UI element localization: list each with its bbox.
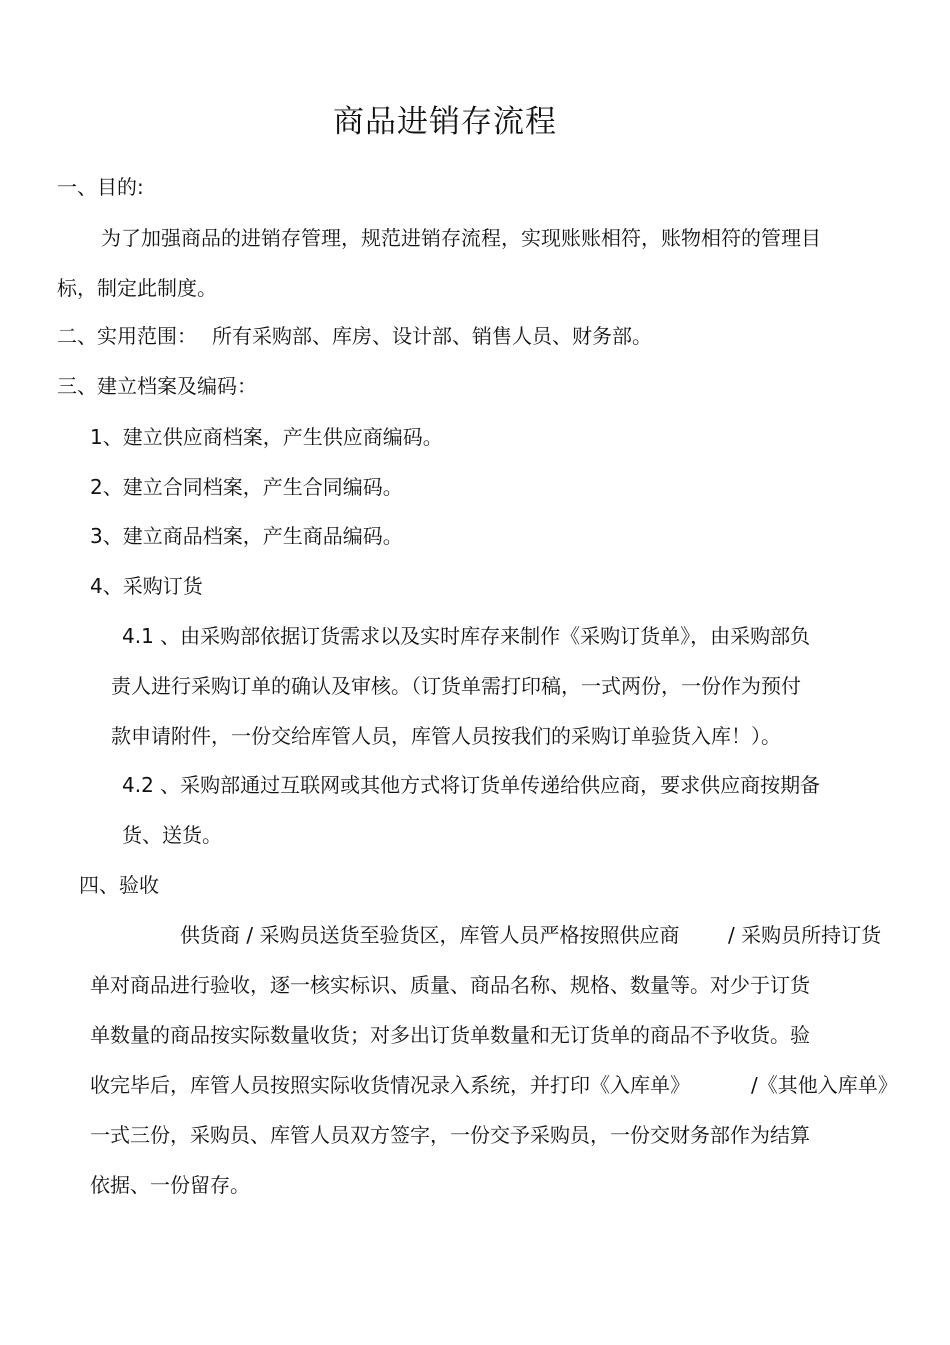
list-item-4: 4、采购订货 (90, 574, 203, 598)
section-4-heading: 四、验收 (79, 873, 159, 897)
document-title: 商品进销存流程 (333, 104, 557, 140)
section-1-body-line-1: 为了加强商品的进销存管理，规范进销存流程，实现账账相符，账物相符的管理目 (101, 226, 821, 250)
section-1-body-line-2: 标，制定此制度。 (57, 276, 217, 300)
section-4-line-4b: /《其他入库单》 (751, 1073, 898, 1097)
sub-item-4-1-line-3: 款申请附件，一份交给库管人员，库管人员按我们的采购订单验货入库！）。 (111, 724, 781, 748)
section-1-heading: 一、目的: (57, 175, 144, 199)
section-4-line-4a: 收完毕后，库管人员按照实际收货情况录入系统，并打印《入库单》 (90, 1073, 690, 1097)
list-item-2: 2、建立合同档案，产生合同编码。 (90, 475, 403, 499)
section-4-line-6: 依据、一份留存。 (90, 1173, 250, 1197)
section-4-line-5: 一式三份，采购员、库管人员双方签字，一份交予采购员，一份交财务部作为结算 (90, 1123, 810, 1147)
section-4-line-1a: 供货商 / 采购员送货至验货区，库管人员严格按照供应商 (180, 923, 680, 947)
section-4-line-3: 单数量的商品按实际数量收货；对多出订货单数量和无订货单的商品不予收货。验 (90, 1023, 810, 1047)
section-2-value: 所有采购部、库房、设计部、销售人员、财务部。 (212, 324, 652, 348)
sub-item-4-1-line-2: 责人进行采购订单的确认及审核。（订货单需打印稿，一式两份，一份作为预付 (111, 674, 801, 698)
section-4-line-2: 单对商品进行验收，逐一核实标识、质量、商品名称、规格、数量等。对少于订货 (90, 973, 810, 997)
list-item-3: 3、建立商品档案，产生商品编码。 (90, 524, 403, 548)
sub-item-4-2-line-1: 4.2 、采购部通过互联网或其他方式将订货单传递给供应商，要求供应商按期备 (122, 773, 821, 797)
section-3-heading: 三、建立档案及编码： (57, 374, 257, 398)
sub-item-4-2-line-2: 货、送货。 (122, 823, 222, 847)
list-item-1: 1、建立供应商档案，产生供应商编码。 (90, 425, 443, 449)
section-4-line-1b: / 采购员所持订货 (728, 923, 882, 947)
sub-item-4-1-line-1: 4.1 、由采购部依据订货需求以及实时库存来制作《采购订货单》，由采购部负 (122, 624, 811, 648)
section-2-heading: 二、实用范围： (57, 324, 197, 348)
